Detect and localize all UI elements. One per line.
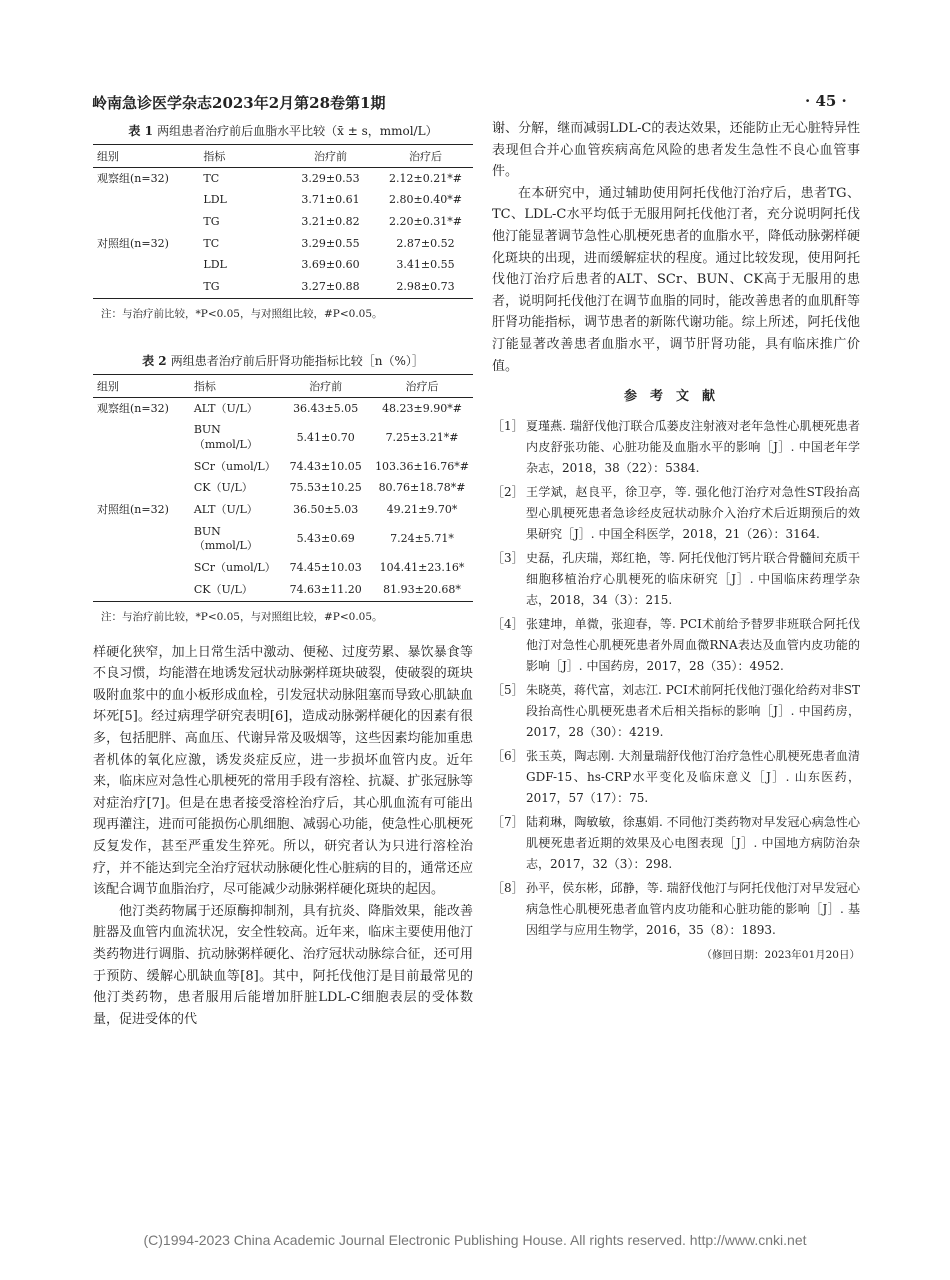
body-paragraph: 样硬化狭窄，加上日常生活中激动、便秘、过度劳累、暴饮暴食等不良习惯，均能潜在地诱发冠状动脉粥样斑块破裂，使破裂的斑块吸附血浆中的血小板形成血栓，引发冠状动脉阻塞而导致心肌缺血坏死[5]。经过病理学研究表明[6]，造成动脉粥样硬化的因素有很多，包括肥胖、高血压、代谢异常及吸烟等，这些因素均能加重患者机体的氧化应激，诱发炎症反应，进一步损坏血管内皮。近年来，临床应对急性心肌梗死的常用手段有溶栓、抗凝、扩张冠脉等对症治疗[7]。但是在患者接受溶栓治疗后，其心肌血流有可能出现再灌注，进而可能损伤心肌细胞、减弱心功能，使急性心肌梗死反复发作，甚至严重发生猝死。所以，研究者认为只进行溶栓治疗，并不能达到完全治疗冠状动脉硬化性心脏病的目的，通常还应该配合调节血脂治疗，尽可能减少动脉粥样硬化斑块的起因。 bbox=[93, 644, 473, 898]
reference-item bbox=[492, 746, 860, 809]
table-cell: SCr（umol/L） bbox=[193, 459, 276, 473]
table-cell: 3.69±0.60 bbox=[301, 258, 360, 272]
reference-text: 陆莉琳，陶敏敏，徐惠娟. 不同他汀类药物对早发冠心病急性心肌梗死患者近期的效果及心电图表现［J］. 中国地方病防治杂志，2017，32（3）：298. bbox=[526, 815, 860, 872]
revision-date: （修回日期：2023年01月20日） bbox=[701, 949, 860, 962]
reference-number: ［6］ bbox=[492, 749, 524, 764]
table-row bbox=[93, 499, 473, 521]
table-cell: 3.41±0.55 bbox=[396, 258, 455, 272]
body-paragraph: 在本研究中，通过辅助使用阿托伐他汀治疗后，患者TG、TC、LDL-C水平均低于无服用阿托伐他汀者，充分说明阿托伐他汀能显著调节急性心肌梗死患者的血脂水平，降低动脉粥样硬化斑块的出现，进而缓解症状的程度。通过比较发现，使用阿托伐他汀治疗后患者的ALT、SCr、BUN、CK高于无服用的患者，说明阿托伐他汀在调节血脂的同时，能改善患者的血肌酐等肝肾功能指标，调节患者的新陈代谢功能。综上所述，阿托伐他汀能显著改善患者血脂水平，调节肝肾功能，具有临床推广价值。 bbox=[492, 185, 860, 374]
reference-item bbox=[492, 680, 860, 743]
left-body-text bbox=[93, 642, 473, 1031]
table-cell: 80.76±18.78*# bbox=[378, 481, 466, 495]
reference-number: ［3］ bbox=[492, 551, 524, 566]
reference-text: 王学斌，赵良平，徐卫亭，等. 强化他汀治疗对急性ST段抬高型心肌梗死患者急诊经皮冠状动脉介入治疗术后近期预后的效果研究［J］. 中国全科医学，2018，21（26）：3164. bbox=[526, 485, 860, 542]
table-cell bbox=[93, 190, 199, 212]
table2-caption bbox=[93, 352, 473, 369]
reference-number: ［5］ bbox=[492, 683, 524, 698]
table1-header-cell: 治疗后 bbox=[378, 145, 473, 168]
reference-list bbox=[492, 416, 860, 941]
table-row bbox=[93, 579, 473, 601]
table-cell: 81.93±20.68* bbox=[371, 579, 473, 601]
table-cell: 74.45±10.03 bbox=[289, 560, 362, 574]
table-row bbox=[93, 211, 473, 233]
table-cell: 74.63±11.20 bbox=[280, 579, 371, 601]
table-cell: CK（U/L） bbox=[190, 579, 280, 601]
reference-text: 朱晓英，蒋代富，刘志江. PCI术前阿托伐他汀强化给药对非ST段抬高性心肌梗死患者术后相关指标的影响［J］. 中国药房，2017，28（30）：4219. bbox=[526, 683, 860, 740]
table-cell: LDL bbox=[203, 258, 227, 272]
table-cell: 3.21±0.82 bbox=[301, 214, 360, 228]
table-cell: 2.98±0.73 bbox=[378, 276, 473, 298]
table2-header-cell: 指标 bbox=[190, 375, 280, 398]
table1-label: 表 1 bbox=[128, 124, 153, 138]
table-row bbox=[93, 398, 473, 420]
table-row bbox=[93, 276, 473, 298]
table-cell: 对照组(n=32) bbox=[97, 236, 169, 250]
table-cell: 48.23±9.90*# bbox=[382, 401, 462, 415]
table-cell: 104.41±23.16* bbox=[379, 560, 465, 574]
table-cell: TC bbox=[203, 171, 220, 185]
table-cell bbox=[93, 420, 190, 456]
table1-header-cell: 治疗前 bbox=[283, 145, 378, 168]
body-paragraph: 谢、分解，继而减弱LDL-C的表达效果，还能防止无心脏特异性表现但合并心血管疾病高危风险的患者发生急性不良心血管事件。 bbox=[492, 121, 860, 180]
table-cell: TG bbox=[203, 214, 220, 228]
table1-title: 两组患者治疗前后血脂水平比较（x̄ ± s，mmol/L） bbox=[157, 124, 438, 138]
reference-text: 张玉英，陶志刚. 大剂量瑞舒伐他汀治疗急性心肌梗死患者血清GDF-15、hs-CRP水平变化及临床意义［J］. 山东医药，2017，57（17）：75. bbox=[526, 749, 860, 806]
reference-item bbox=[492, 548, 860, 611]
table-row bbox=[93, 233, 473, 255]
table1-header-cell: 组别 bbox=[93, 145, 199, 168]
table2-label: 表 2 bbox=[142, 354, 167, 369]
table-cell: 36.43±5.05 bbox=[293, 401, 359, 415]
table-cell: CK（U/L） bbox=[193, 481, 253, 495]
table-cell: 3.71±0.61 bbox=[301, 193, 360, 207]
table-cell bbox=[93, 478, 190, 500]
references-heading: 参考文献 bbox=[623, 389, 728, 405]
table-cell: TC bbox=[203, 236, 220, 250]
table-cell: 5.43±0.69 bbox=[296, 531, 355, 545]
table-cell: 2.20±0.31*# bbox=[389, 214, 462, 228]
reference-item bbox=[492, 416, 860, 479]
reference-number: ［7］ bbox=[492, 815, 524, 830]
journal-header: 岭南急诊医学杂志2023年2月第28卷第1期 bbox=[92, 94, 386, 112]
table-row bbox=[93, 456, 473, 478]
table1-note: 注：与治疗前比较，*P<0.05，与对照组比较，#P<0.05。 bbox=[101, 308, 383, 321]
table-cell: 2.80±0.40*# bbox=[389, 193, 462, 207]
table-row bbox=[93, 478, 473, 500]
table-cell: 3.27±0.88 bbox=[283, 276, 378, 298]
table-row bbox=[93, 557, 473, 579]
table1 bbox=[93, 144, 473, 299]
table-cell: ALT（U/L） bbox=[193, 502, 258, 516]
table-row bbox=[93, 255, 473, 277]
table-cell: SCr（umol/L） bbox=[193, 560, 276, 574]
table-cell: 36.50±5.03 bbox=[293, 502, 359, 516]
table-cell: 74.43±10.05 bbox=[289, 459, 362, 473]
table-cell: 3.29±0.53 bbox=[301, 171, 360, 185]
table-row bbox=[93, 168, 473, 190]
reference-number: ［2］ bbox=[492, 485, 524, 500]
table-cell: 7.25±3.21*# bbox=[385, 430, 459, 444]
table-cell: TG bbox=[199, 276, 283, 298]
table-cell: 对照组(n=32) bbox=[97, 502, 169, 516]
table-cell: 103.36±16.76*# bbox=[375, 459, 469, 473]
table-cell bbox=[93, 557, 190, 579]
table-cell: 2.12±0.21*# bbox=[389, 171, 462, 185]
table-row bbox=[93, 521, 473, 557]
table2-note: 注：与治疗前比较，*P<0.05，与对照组比较，#P<0.05。 bbox=[101, 610, 383, 623]
table2 bbox=[93, 374, 473, 602]
reference-text: 夏瑾燕. 瑞舒伐他汀联合瓜蒌皮注射液对老年急性心肌梗死患者内皮舒张功能、心脏功能及血脂水平的影响［J］. 中国老年学杂志，2018，38（22）：5384. bbox=[526, 419, 860, 476]
reference-item bbox=[492, 482, 860, 545]
table-cell bbox=[93, 211, 199, 233]
table-cell bbox=[93, 276, 199, 298]
reference-item bbox=[492, 614, 860, 677]
table2-header-cell: 治疗后 bbox=[371, 375, 473, 398]
reference-item bbox=[492, 812, 860, 875]
reference-number: ［8］ bbox=[492, 881, 524, 896]
table-cell bbox=[93, 521, 190, 557]
right-column bbox=[492, 118, 860, 962]
reference-text: 张建坤，单微，张迎春，等. PCI术前给予替罗非班联合阿托伐他汀对急性心肌梗死患者外周血微RNA表达及血管内皮功能的影响［J］. 中国药房，2017，28（35）：4952. bbox=[526, 617, 860, 674]
table-cell: 2.87±0.52 bbox=[396, 236, 455, 250]
reference-number: ［1］ bbox=[492, 419, 524, 434]
reference-number: ［4］ bbox=[492, 617, 524, 632]
table-cell: 观察组(n=32) bbox=[97, 171, 169, 185]
table-cell: ALT（U/L） bbox=[193, 401, 258, 415]
table2-header-cell: 治疗前 bbox=[280, 375, 371, 398]
reference-item bbox=[492, 878, 860, 941]
table-cell: 3.29±0.55 bbox=[301, 236, 360, 250]
table-row bbox=[93, 190, 473, 212]
table-cell bbox=[93, 255, 199, 277]
table-row bbox=[93, 420, 473, 456]
reference-text: 史磊，孔庆瑞，郑红艳，等. 阿托伐他汀钙片联合骨髓间充质干细胞移植治疗心肌梗死的临床研究［J］. 中国临床药理学杂志，2018，34（3）：215. bbox=[526, 551, 860, 608]
table-cell: 75.53±10.25 bbox=[289, 481, 362, 495]
table-cell: 观察组(n=32) bbox=[97, 401, 169, 415]
table-cell bbox=[93, 579, 190, 601]
left-column bbox=[93, 118, 473, 1030]
table-cell: 7.24±5.71* bbox=[390, 531, 454, 545]
table1-caption bbox=[93, 122, 473, 139]
table2-header-cell: 组别 bbox=[93, 375, 190, 398]
table1-header-cell: 指标 bbox=[199, 145, 283, 168]
copyright-footer: (C)1994-2023 China Academic Journal Electronic Publishing House. All rights reserved. http://www.cnki.net bbox=[143, 1232, 807, 1248]
table-cell: BUN（mmol/L） bbox=[193, 423, 258, 451]
table2-title: 两组患者治疗前后肝肾功能指标比较［n（%）］ bbox=[170, 354, 424, 369]
table-cell: 5.41±0.70 bbox=[296, 430, 355, 444]
table-cell: LDL bbox=[203, 193, 227, 207]
table-cell: 49.21±9.70* bbox=[386, 502, 458, 516]
reference-text: 孙平，侯东彬，邱静，等. 瑞舒伐他汀与阿托伐他汀对早发冠心病急性心肌梗死患者血管内皮功能和心脏功能的影响［J］. 基因组学与应用生物学，2016，35（8）：1893. bbox=[526, 881, 860, 938]
body-paragraph: 他汀类药物属于还原酶抑制剂，具有抗炎、降脂效果，能改善脏器及血管内血流状况，安全性较高。近年来，临床主要使用他汀类药物进行调脂、抗动脉粥样硬化、治疗冠状动脉综合征，还可用于预防、缓解心肌缺血等[8]。其中，阿托伐他汀是目前最常见的他汀类药物，患者服用后能增加肝脏LDL-C细胞表层的受体数量，促进受体的代 bbox=[93, 903, 473, 1027]
table-cell: BUN（mmol/L） bbox=[193, 524, 258, 553]
page-number: · 45 · bbox=[805, 92, 847, 110]
table-cell bbox=[93, 456, 190, 478]
